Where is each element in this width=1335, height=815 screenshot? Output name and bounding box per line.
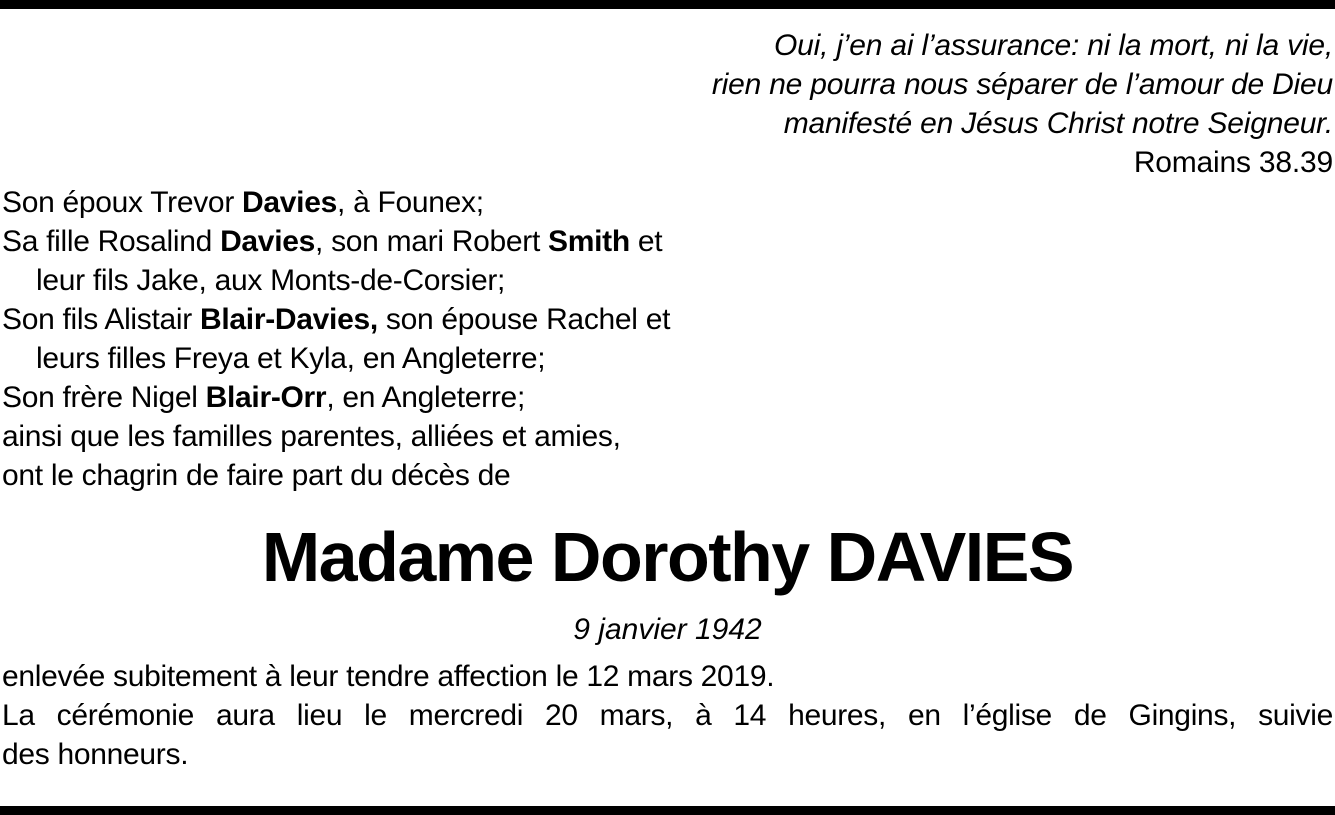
quote-line: manifesté en Jésus Christ notre Seigneur.	[783, 107, 1333, 140]
deceased-name: Madame Dorothy DAVIES	[261, 518, 1074, 596]
text: et	[629, 225, 663, 258]
ceremony-line: La cérémonie aura lieu le mercredi 20 mars, à 14 heures, en l’église de Gingins, suivie	[2, 699, 1333, 732]
text: Son époux Trevor	[2, 186, 243, 219]
quote-line: rien ne pourra nous séparer de l’amour de Dieu	[711, 68, 1333, 101]
quote-line: Oui, j’en ai l’assurance: ni la mort, ni la vie,	[774, 29, 1333, 62]
family-announcement	[2, 183, 670, 495]
text: Son frère Nigel	[2, 381, 206, 414]
closing-text	[2, 657, 1335, 774]
family-line-relatives: ainsi que les familles parentes, alliées et amies,	[2, 420, 621, 453]
surname: Blair-Davies,	[200, 303, 378, 336]
ceremony-line-end: des honneurs.	[2, 738, 189, 771]
birth-date: 9 janvier 1942	[573, 613, 762, 646]
family-line-announcement: ont le chagrin de faire part du décès de	[2, 459, 511, 492]
bottom-rule	[0, 806, 1335, 815]
surname: Smith	[548, 225, 630, 258]
family-line-daughter	[2, 222, 670, 261]
family-line-granddaughters: leurs filles Freya et Kyla, en Angleterre;	[36, 342, 546, 375]
text: , à Founex;	[337, 186, 484, 219]
surname: Blair-Orr	[205, 381, 327, 414]
surname: Davies	[242, 186, 337, 219]
text: son épouse Rachel et	[377, 303, 671, 336]
top-rule	[0, 0, 1335, 9]
family-line-brother	[2, 378, 670, 417]
text: , son mari Robert	[315, 225, 549, 258]
surname: Davies	[220, 225, 316, 258]
death-line: enlevée subitement à leur tendre affection le 12 mars 2019.	[2, 660, 775, 693]
text: Son fils Alistair	[2, 303, 201, 336]
quote-reference: Romains 38.39	[1133, 146, 1333, 179]
text: , en Angleterre;	[326, 381, 525, 414]
bible-quote	[712, 26, 1333, 182]
text: Sa fille Rosalind	[2, 225, 221, 258]
family-line-grandson: leur fils Jake, aux Monts-de-Corsier;	[36, 264, 506, 297]
family-line-spouse	[2, 183, 670, 222]
family-line-son	[2, 300, 670, 339]
